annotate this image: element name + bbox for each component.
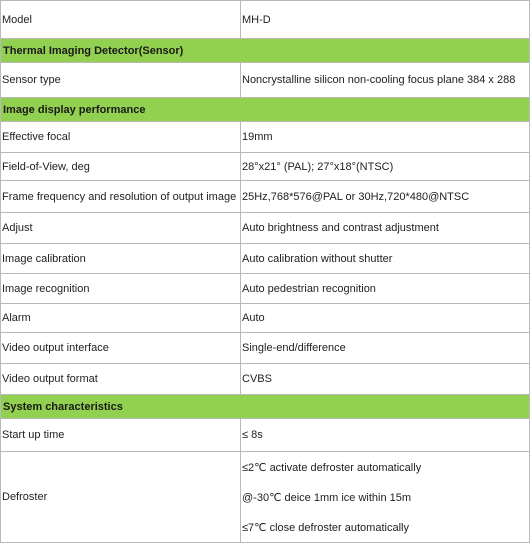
table-row — [1, 304, 530, 333]
spec-value: CVBS — [241, 364, 530, 395]
defroster-line: ≤2℃ activate defroster automatically — [242, 461, 422, 474]
section-header: Image display performance — [1, 98, 530, 122]
table-row — [1, 244, 530, 274]
spec-value: Auto pedestrian recognition — [241, 274, 530, 304]
spec-label: Alarm — [1, 304, 241, 333]
spec-label-defroster: Defroster — [1, 452, 241, 543]
spec-value: MH-D — [241, 1, 530, 39]
section-header-row — [1, 39, 530, 63]
spec-label: Field-of-View, deg — [1, 153, 241, 181]
spec-value: Single-end/difference — [241, 333, 530, 364]
spec-value: 28°x21° (PAL); 27°x18°(NTSC) — [241, 153, 530, 181]
section-header: Thermal Imaging Detector(Sensor) — [1, 39, 530, 63]
spec-value: ≤ 8s — [241, 419, 530, 452]
spec-value: Auto brightness and contrast adjustment — [241, 213, 530, 244]
defroster-line: ≤7℃ close defroster automatically — [242, 521, 409, 534]
spec-label: Frame frequency and resolution of output image — [1, 181, 241, 213]
spec-value: Noncrystalline silicon non-cooling focus plane 384 x 288 — [241, 63, 530, 98]
table-row — [1, 153, 530, 181]
table-row-defroster — [1, 452, 530, 543]
spec-value: Auto — [241, 304, 530, 333]
table-row — [1, 1, 530, 39]
section-header-row — [1, 395, 530, 419]
spec-label: Effective focal — [1, 122, 241, 153]
spec-label: Adjust — [1, 213, 241, 244]
section-header: System characteristics — [1, 395, 530, 419]
spec-value-defroster — [241, 452, 530, 543]
defroster-line: @-30℃ deice 1mm ice within 15m — [242, 491, 412, 504]
table-row — [1, 419, 530, 452]
spec-table-body — [1, 1, 530, 543]
table-row — [1, 213, 530, 244]
table-row — [1, 364, 530, 395]
spec-label: Video output interface — [1, 333, 241, 364]
spec-label: Video output format — [1, 364, 241, 395]
table-row — [1, 333, 530, 364]
spec-value: 19mm — [241, 122, 530, 153]
table-row — [1, 63, 530, 98]
spec-label: Sensor type — [1, 63, 241, 98]
table-row — [1, 122, 530, 153]
spec-label: Image calibration — [1, 244, 241, 274]
spec-value: 25Hz,768*576@PAL or 30Hz,720*480@NTSC — [241, 181, 530, 213]
table-row — [1, 181, 530, 213]
spec-label: Model — [1, 1, 241, 39]
spec-value: Auto calibration without shutter — [241, 244, 530, 274]
spec-label: Start up time — [1, 419, 241, 452]
spec-label: Image recognition — [1, 274, 241, 304]
section-header-row — [1, 98, 530, 122]
table-row — [1, 274, 530, 304]
